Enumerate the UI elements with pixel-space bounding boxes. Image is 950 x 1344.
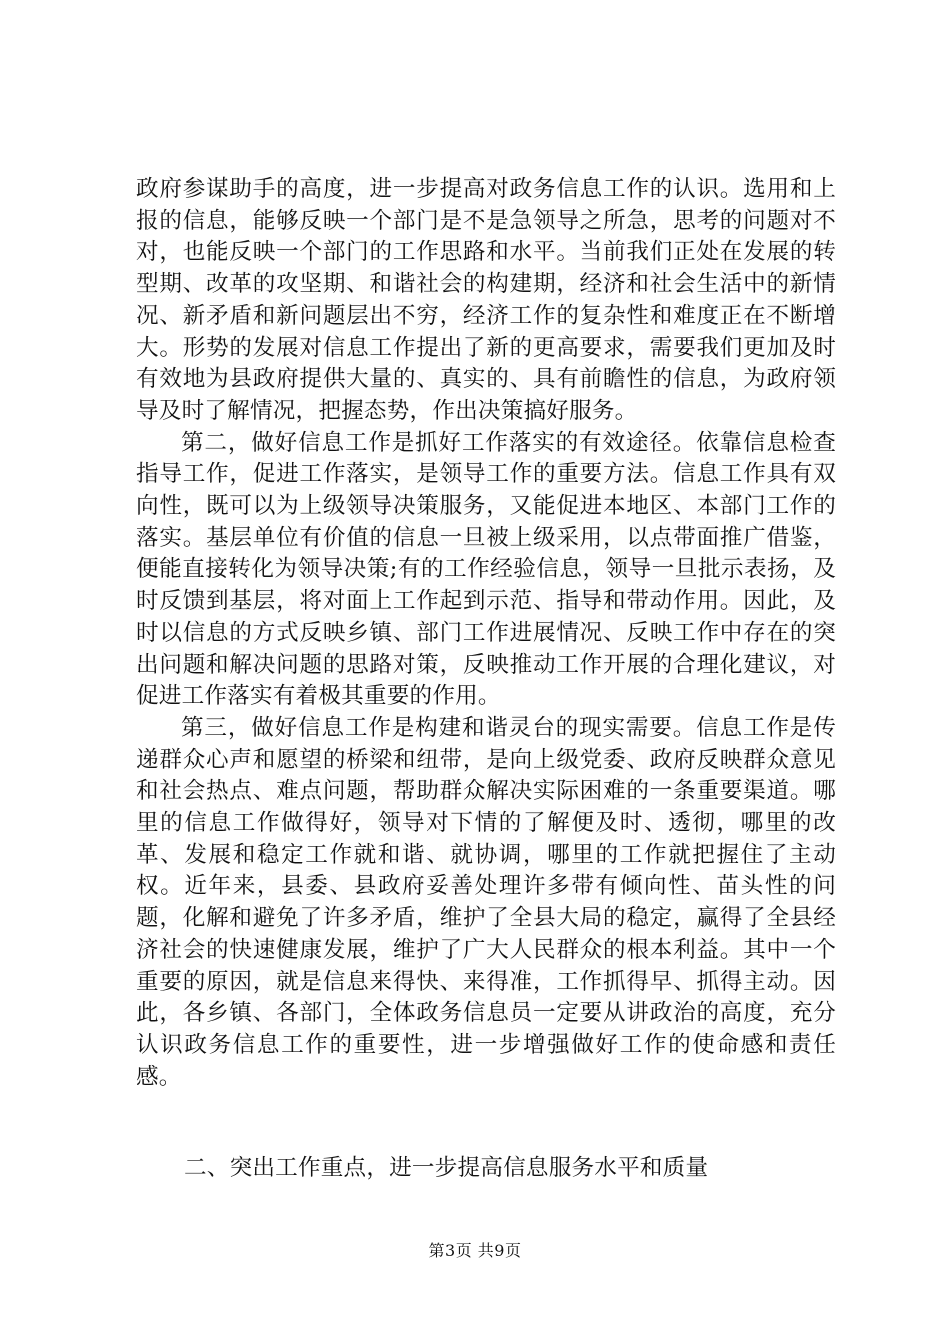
section-heading: 二、突出工作重点，进一步提高信息服务水平和质量 [184, 1155, 709, 1181]
paragraph-continuation: 政府参谋助手的高度，进一步提高对政务信息工作的认识。选用和上报的信息，能够反映一个部门是不是急领导之所急，思考的问题对不对，也能反映一个部门的工作思路和水平。当前我们正处在发展的转型期、改革的攻坚期、和谐社会的构建期，经济和社会生活中的新情况、新矛盾和新问题层出不穷，经济工作的复杂性和难度正在不断增大。形势的发展对信息工作提出了新的更高要求，需要我们更加及时有效地为县政府提供大量的、真实的、具有前瞻性的信息，为政府领导及时了解情况，把握态势，作出决策搞好服务。 [136, 176, 836, 424]
paragraph-third-point: 第三，做好信息工作是构建和谐灵台的现实需要。信息工作是传递群众心声和愿望的桥梁和纽带，是向上级党委、政府反映群众意见和社会热点、难点问题，帮助群众解决实际困难的一条重要渠道。哪里的信息工作做得好，领导对下情的了解便及时、透彻，哪里的改革、发展和稳定工作就和谐、就协调，哪里的工作就把握住了主动权。近年来，县委、县政府妥善处理许多带有倾向性、苗头性的问题，化解和避免了许多矛盾，维护了全县大局的稳定，赢得了全县经济社会的快速健康发展，维护了广大人民群众的根本利益。其中一个重要的原因，就是信息来得快、来得准，工作抓得早、抓得主动。因此，各乡镇、各部门，全体政务信息员一定要从讲政治的高度，充分认识政务信息工作的重要性，进一步增强做好工作的使命感和责任感。 [136, 714, 836, 1090]
page-footer: 第3页 共9页 [428, 1241, 522, 1260]
paragraph-second-point: 第二，做好信息工作是抓好工作落实的有效途径。依靠信息检查指导工作，促进工作落实，是领导工作的重要方法。信息工作具有双向性，既可以为上级领导决策服务，又能促进本地区、本部门工作的落实。基层单位有价值的信息一旦被上级采用，以点带面推广借鉴，便能直接转化为领导决策;有的工作经验信息，领导一旦批示表扬，及时反馈到基层，将对面上工作起到示范、指导和带动作用。因此，及时以信息的方式反映乡镇、部门工作进展情况、反映工作中存在的突出问题和解决问题的思路对策，反映推动工作开展的合理化建议，对促进工作落实有着极其重要的作用。 [136, 429, 836, 710]
body-text [136, 174, 836, 1093]
